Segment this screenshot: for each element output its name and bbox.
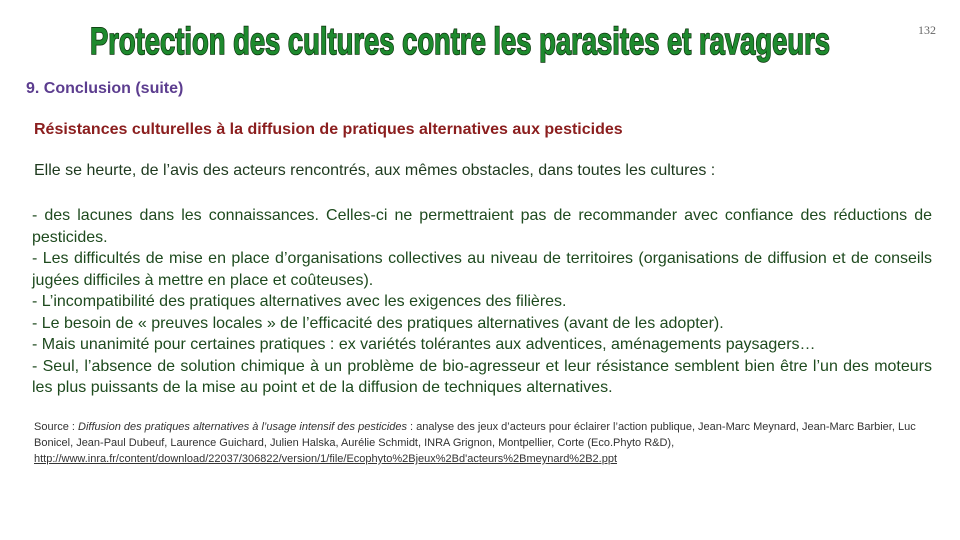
bullet-list (32, 205, 932, 399)
source-link[interactable]: http://www.inra.fr/content/download/22037/306822/version/1/file/Ecophyto%2Bjeux%2Bd'acteurs%2Bmeynard%2B2.ppt (34, 453, 618, 465)
page-number: 132 (918, 23, 936, 37)
source-citation (34, 419, 934, 467)
list-item: - Mais unanimité pour certaines pratiques : ex variétés tolérantes aux adventices, aménagements paysagers… (32, 336, 816, 353)
list-item: - Seul, l’absence de solution chimique à un problème de bio-agresseur et leur résistance semblent bien être l’un des moteurs les plus puissants de la mise au point et de la diffusion de techniques alternatives. (32, 357, 932, 396)
list-item: - Le besoin de « preuves locales » de l’efficacité des pratiques alternatives (avant de les adopter). (32, 314, 724, 332)
page-title (80, 10, 840, 70)
source-details: : analyse des jeux d’acteurs pour éclairer l’action publique, Jean-Marc Meynard, Jean-Marc Barbier, Luc Bonicel, Jean-Paul Dubeuf, Laurence Guichard, Julien Halska, Aurélie Schmidt, INRA Grignon, Montpellier, Corte (Eco.Phyto R&D), (34, 421, 916, 449)
section-heading: 9. Conclusion (suite) (26, 80, 184, 97)
page-title-text: Protection des cultures contre les parasites et ravageurs (90, 21, 830, 63)
source-title: Diffusion des pratiques alternatives à l’usage intensif des pesticides (78, 421, 407, 433)
list-item: - des lacunes dans les connaissances. Celles-ci ne permettraient pas de recommander avec confiance des réductions de pesticides. (32, 207, 932, 246)
list-item: - Les difficultés de mise en place d’organisations collectives au niveau de territoires (organisations de diffusion et de conseils jugées difficiles à mettre en place et coûteuses). (32, 250, 932, 289)
intro-paragraph: Elle se heurte, de l’avis des acteurs rencontrés, aux mêmes obstacles, dans toutes les cultures : (34, 162, 716, 179)
subheading: Résistances culturelles à la diffusion de pratiques alternatives aux pesticides (34, 121, 623, 138)
source-prefix: Source : (34, 421, 79, 433)
list-item: - L’incompatibilité des pratiques alternatives avec les exigences des filières. (32, 293, 567, 310)
